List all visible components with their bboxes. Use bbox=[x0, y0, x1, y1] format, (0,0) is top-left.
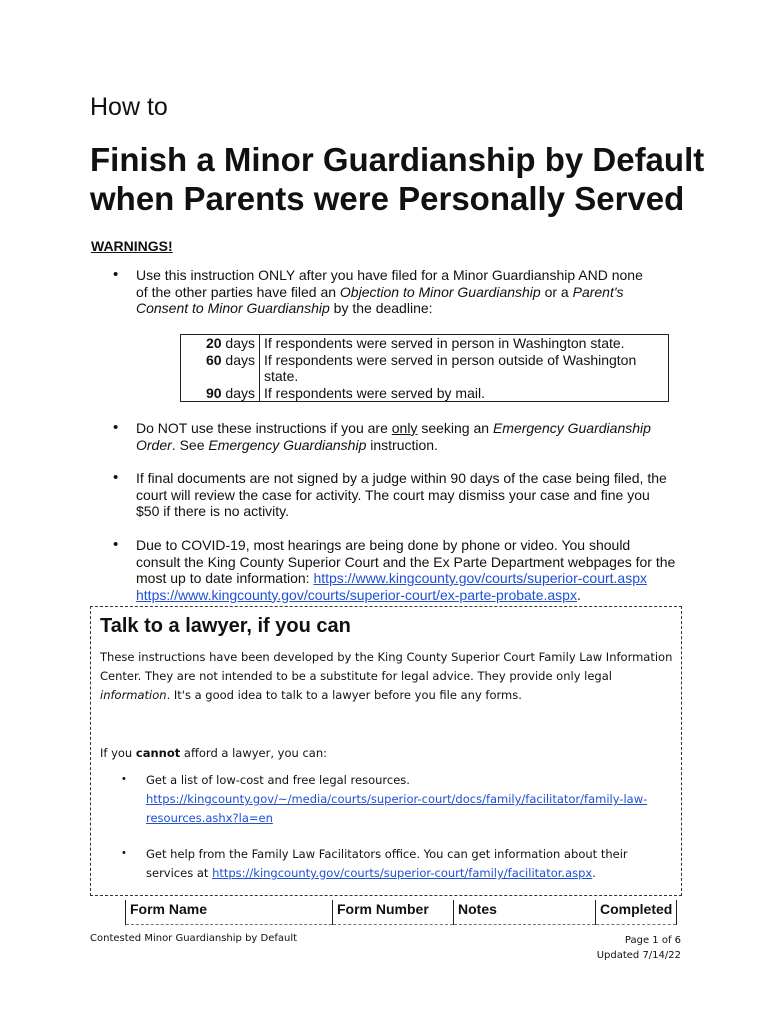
header-completed: Completed bbox=[596, 900, 677, 925]
days-cell: 90 days bbox=[181, 385, 260, 402]
legal-resources-link[interactable]: https://kingcounty.gov/~/media/courts/superior-court/docs/family/facilitator/family-law-resources.ashx?la=en bbox=[146, 792, 648, 825]
resource-item-2: Get help from the Family Law Facilitators office. You can get information about their services at https://kingcounty.gov/courts/superior-court/family/facilitator.aspx. bbox=[146, 847, 628, 880]
footer-page-info bbox=[560, 933, 681, 963]
table-row bbox=[181, 385, 669, 402]
warnings-heading: WARNINGS! bbox=[91, 238, 173, 254]
page-number: Page 1 of 6 bbox=[624, 935, 681, 946]
table-header-row bbox=[126, 900, 677, 925]
warning-1-line-2: of the other parties have filed an Objection to Minor Guardianship or a Parent's bbox=[136, 283, 624, 300]
warning-item-3: If final documents are not signed by a judge within 90 days of the case being filed, the court will review the case for activity. The court may dismiss your case and fine you $50 if there is no activity. bbox=[136, 470, 667, 519]
days-cell: 20 days bbox=[181, 335, 260, 352]
form-table bbox=[125, 900, 677, 925]
table-row bbox=[181, 352, 669, 385]
warning-item-1 bbox=[136, 267, 676, 317]
table-row bbox=[181, 335, 669, 352]
title-line-2: when Parents were Personally Served bbox=[90, 180, 685, 217]
bullet-icon: • bbox=[122, 847, 126, 859]
cannot-afford-line: If you cannot afford a lawyer, you can: bbox=[100, 746, 327, 760]
bullet-icon: • bbox=[113, 469, 119, 486]
deadline-description: If respondents were served by mail. bbox=[260, 385, 669, 402]
warning-item-2: Do NOT use these instructions if you are only seeking an Emergency Guardianship Order. See Emergency Guardianship instruction. bbox=[136, 420, 651, 453]
bullet-icon: • bbox=[113, 419, 119, 436]
title-line-1: Finish a Minor Guardianship by Default bbox=[90, 141, 705, 178]
page-title bbox=[90, 140, 710, 218]
updated-date: Updated 7/14/22 bbox=[596, 950, 681, 961]
deadline-description: If respondents were served in person in Washington state. bbox=[260, 335, 669, 352]
resource-1-text: Get a list of low-cost and free legal resources. bbox=[146, 773, 410, 787]
resource-item-1 bbox=[146, 771, 676, 828]
header-form-name: Form Name bbox=[126, 900, 333, 925]
ex-parte-link[interactable]: https://www.kingcounty.gov/courts/superior-court/ex-parte-probate.aspx bbox=[136, 586, 577, 603]
bullet-icon: • bbox=[113, 266, 119, 283]
facilitator-link[interactable]: https://kingcounty.gov/courts/superior-court/family/facilitator.aspx bbox=[212, 866, 593, 880]
lawyer-heading: Talk to a lawyer, if you can bbox=[100, 615, 351, 637]
deadline-description: If respondents were served in person outside of Washington state. bbox=[260, 352, 669, 385]
bullet-icon: • bbox=[122, 773, 126, 785]
warning-item-4: Due to COVID-19, most hearings are being done by phone or video. You should consult the King County Superior Court and the Ex Parte Department webpages for the most up to date information: https://www.kingcounty.gov/courts/superior-court.aspx https://www.kingcounty.gov/courts/superior-court/ex-parte-probate.aspx. bbox=[136, 537, 676, 603]
bullet-icon: • bbox=[113, 536, 119, 553]
deadline-table bbox=[180, 334, 669, 402]
warning-1-line-3: Consent to Minor Guardianship by the deadline: bbox=[136, 300, 433, 316]
lawyer-paragraph: These instructions have been developed by the King County Superior Court Family Law Information Center. They are not intended to be a substitute for legal advice. They provide only legal information. It's a good idea to talk to a lawyer before you file any forms. bbox=[100, 650, 673, 702]
days-cell: 60 days bbox=[181, 352, 260, 385]
superior-court-link[interactable]: https://www.kingcounty.gov/courts/superior-court.aspx bbox=[313, 570, 647, 586]
page-kicker: How to bbox=[90, 93, 168, 121]
warning-1-line-1: Use this instruction ONLY after you have filed for a Minor Guardianship AND none bbox=[136, 267, 643, 283]
footer-document-name: Contested Minor Guardianship by Default bbox=[90, 933, 298, 944]
header-form-number: Form Number bbox=[333, 900, 454, 925]
header-notes: Notes bbox=[454, 900, 596, 925]
